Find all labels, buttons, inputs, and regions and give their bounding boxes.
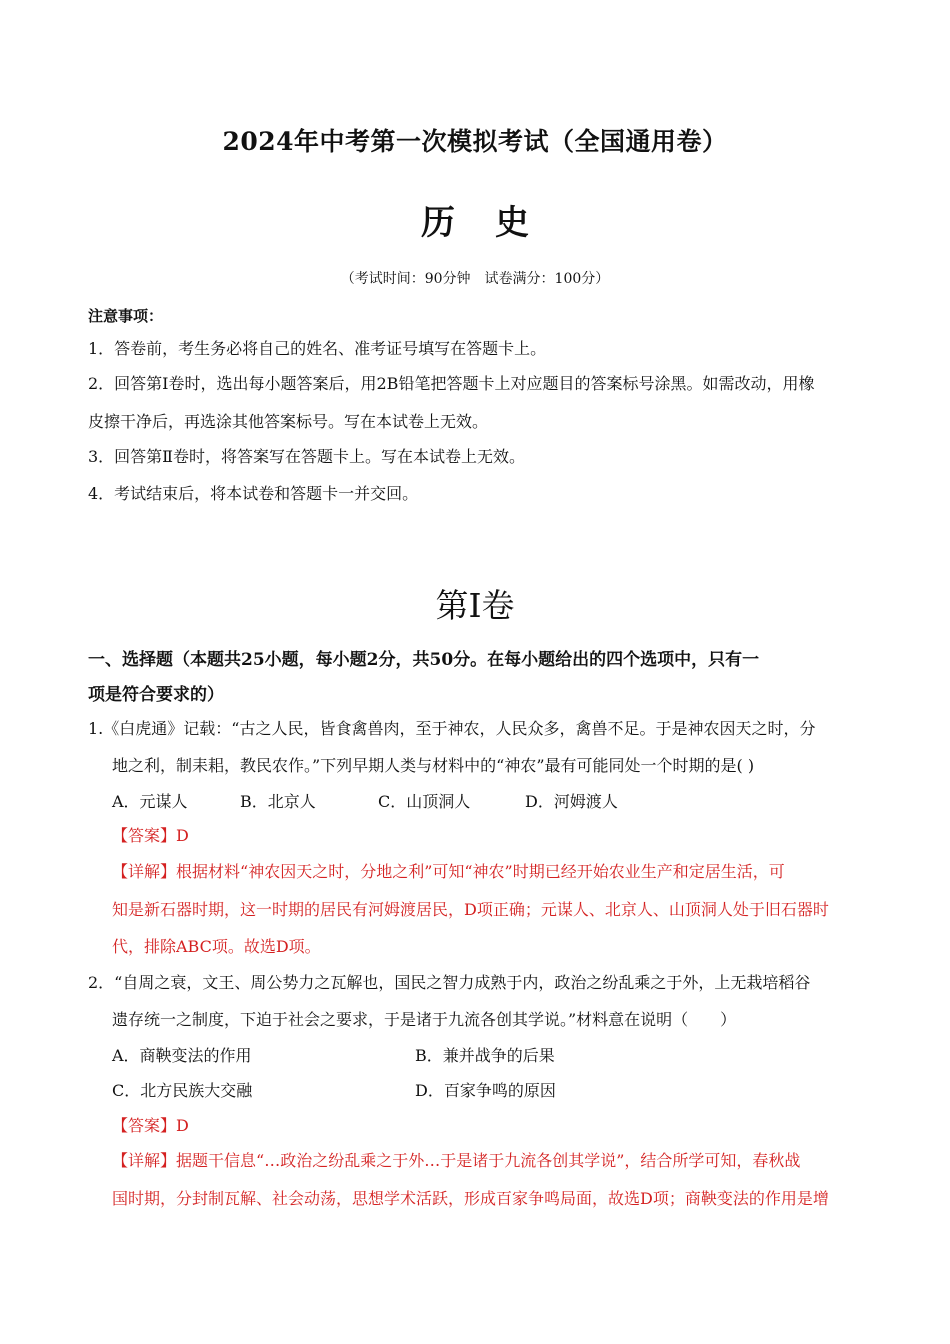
detail-text: 据题干信息“…政治之纷乱乘之于外…于是诸于九流各创其学说”，结合所学可知，春秋战 [176,1151,801,1170]
section-heading-cont: 项是符合要求的） [88,685,224,705]
answer: 【答案】D [112,1116,189,1135]
detail-label: 【详解】 [112,862,177,881]
subject-title: 历史 [421,203,569,243]
question-stem: 1.《白虎通》记载：“古之人民，皆食禽兽肉，至于神农，人民众多，禽兽不足。于是神农因天之时，分 [88,719,816,738]
exam-title: 2024年中考第一次模拟考试（全国通用卷） [222,127,728,156]
notice-item: 皮擦干净后，再选涂其他答案标号。写在本试卷上无效。 [88,412,489,431]
notice-item: 2．回答第Ⅰ卷时，选出每小题答案后，用2B铅笔把答题卡上对应题目的答案标号涂黑。如需改动，用橡 [88,374,815,393]
detail-line: 国时期，分封制瓦解、社会动荡，思想学术活跃，形成百家争鸣局面，故选D项；商鞅变法的作用是增 [112,1189,829,1208]
option-b: B．兼并战争的后果 [415,1046,555,1065]
option-c: C．北方民族大交融 [112,1081,253,1100]
answer: 【答案】D [112,826,189,845]
detail-line [112,1148,800,1171]
detail-line: 知是新石器时期，这一时期的居民有河姆渡居民，D项正确；元谋人、北京人、山顶洞人处于旧石器时 [112,900,829,919]
detail-label: 【详解】 [112,1151,177,1170]
question-stem: 2．“自周之衰，文王、周公势力之瓦解也，国民之智力成熟于内，政治之纷乱乘之于外，上无栽培稻谷 [88,973,811,992]
detail-line: 代，排除ABC项。故选D项。 [112,937,321,956]
option-d: D．河姆渡人 [525,792,618,811]
option-a: A．元谋人 [112,792,188,811]
notice-heading: 注意事项： [88,307,164,325]
section-heading: 一、选择题（本题共25小题，每小题2分，共50分。在每小题给出的四个选项中，只有一 [88,650,760,670]
question-stem: 地之利，制耒耜，教民农作。”下列早期人类与材料中的“神农”最有可能同处一个时期的是( ) [112,756,755,775]
detail-text: 根据材料“神农因天之时，分地之利”可知“神农”时期已经开始农业生产和定居生活，可 [176,862,785,881]
question-stem: 遗存统一之制度，下迫于社会之要求，于是诸于九流各创其学说。”材料意在说明（ ） [112,1010,737,1029]
option-a: A．商鞅变法的作用 [112,1046,252,1065]
detail-line [112,859,785,882]
option-b: B．北京人 [240,792,316,811]
option-c: C．山顶洞人 [378,792,471,811]
notice-item: 1．答卷前，考生务必将自己的姓名、准考证号填写在答题卡上。 [88,339,547,358]
volume-title: 第Ⅰ卷 [435,586,515,625]
option-d: D．百家争鸣的原因 [415,1081,556,1100]
notice-item: 3．回答第Ⅱ卷时，将答案写在答题卡上。写在本试卷上无效。 [88,447,526,466]
exam-info: （考试时间：90分钟 试卷满分：100分） [340,271,610,287]
notice-item: 4．考试结束后，将本试卷和答题卡一并交回。 [88,484,419,503]
